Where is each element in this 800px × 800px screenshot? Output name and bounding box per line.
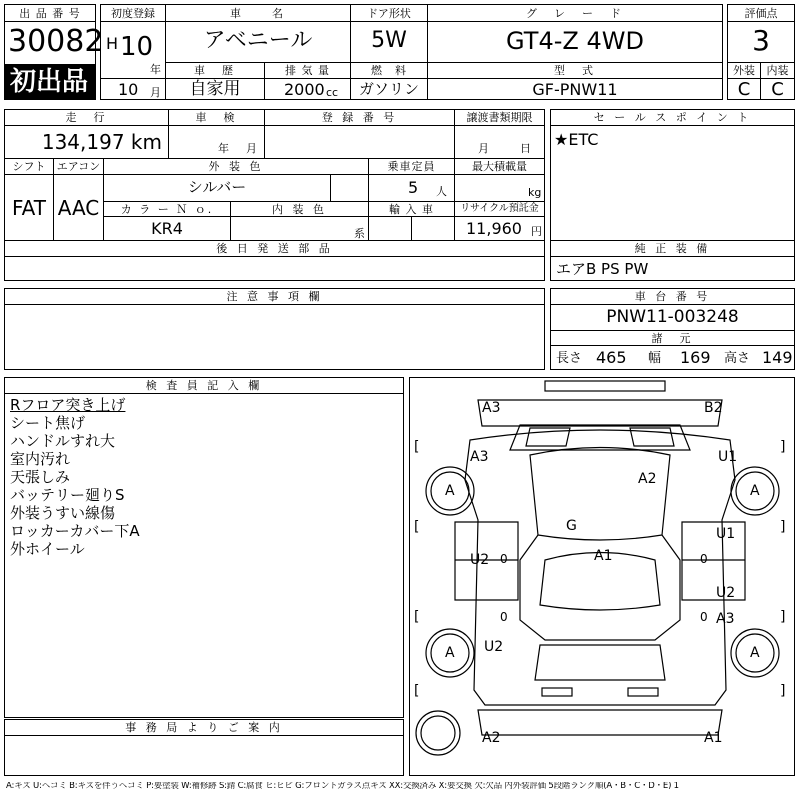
first-reg-label: 初度登録 <box>100 4 166 22</box>
mark-wheel: A <box>445 483 455 499</box>
inspector-note: バッテリー廻りS <box>10 486 125 504</box>
year-unit: 年 <box>150 63 161 76</box>
inspector-note: ハンドルすれ大 <box>10 432 116 450</box>
model-label: 型 式 <box>427 62 723 79</box>
reg-no-label: 登 録 番 号 <box>264 109 455 126</box>
reg-month: 10 <box>118 80 139 99</box>
grade-label: グ レ ー ド <box>427 4 723 22</box>
displacement-label: 排 気 量 <box>264 62 351 79</box>
inspector-note: シート焦げ <box>10 414 86 432</box>
equipment-label: 純 正 装 備 <box>550 240 795 257</box>
color-label: 外 装 色 <box>103 158 369 175</box>
caution-label: 注 意 事 項 欄 <box>4 288 545 305</box>
car-name-label: 車 名 <box>165 4 351 22</box>
score: 3 <box>752 24 770 57</box>
door-type: 5W <box>371 28 407 53</box>
color-no: KR4 <box>151 219 183 238</box>
exterior-label: 外装 <box>727 62 761 79</box>
lot-number-label: 出 品 番 号 <box>4 4 96 22</box>
later-parts-label: 後 日 発 送 部 品 <box>4 240 545 257</box>
office-label: 事 務 局 よ り ご 案 内 <box>4 719 404 736</box>
mark-roof: A2 <box>638 471 657 487</box>
lot-number: 30082 <box>8 24 104 59</box>
color-no-label: カ ラ ー Ｎ ｏ. <box>103 201 231 217</box>
recycle-label: リサイクル預託金 <box>454 201 545 217</box>
shift-label: シフト <box>4 158 54 175</box>
import-label: 輸 入 車 <box>368 201 455 217</box>
fuel: ガソリン <box>358 80 419 98</box>
mark-left-rear-top: A3 <box>470 449 489 465</box>
width: 169 <box>680 348 711 367</box>
era: H <box>106 34 119 53</box>
dims-label: 諸 元 <box>550 330 795 346</box>
inspector-note: 天張しみ <box>10 468 71 486</box>
inspector-note: 外ホイール <box>10 540 85 558</box>
first-listing-text: 初出品 <box>10 67 89 97</box>
recycle-fee: 11,960 <box>466 219 522 238</box>
inspection-label: 車 検 <box>168 109 265 126</box>
legend: A:キズ U:ヘコミ B:キズを伴うヘコミ P:要塗装 W:補修跡 S:錆 C:腐食 ヒ:ヒビ G:フロントガラス点キズ XX:交換済み X:要交換 欠:欠品 内外装評価 5段階ランク順(A・B・C・D・E) 1 <box>6 782 679 791</box>
month-unit: 月 <box>150 86 161 99</box>
door-label: ドア形状 <box>350 4 428 22</box>
mark-rear-left: A3 <box>482 400 501 416</box>
mark-front-left: A2 <box>482 730 501 746</box>
load-label: 最大積載量 <box>454 158 545 175</box>
interior-grade: C <box>771 79 784 100</box>
inspector-note: ロッカーカバー下A <box>10 522 140 540</box>
capacity: 5 <box>408 178 419 197</box>
ac: AAC <box>57 196 100 220</box>
mark-left-door: U2 <box>470 552 490 568</box>
displacement: 2000 <box>284 80 325 99</box>
mark-right-rear-door: U1 <box>718 449 738 465</box>
height: 149 <box>762 348 793 367</box>
ac-label: エアコン <box>53 158 104 175</box>
grade: GT4-Z 4WD <box>506 27 644 55</box>
int-color-label: 内 装 色 <box>230 201 369 217</box>
interior-label: 内装 <box>760 62 795 79</box>
mark-rear-right: B2 <box>704 400 723 416</box>
model: GF-PNW11 <box>532 80 618 99</box>
inspector-note: Rフロア突き上げ <box>10 396 126 414</box>
inspector-note: 外装うすい線傷 <box>10 504 116 522</box>
history: 自家用 <box>189 79 241 99</box>
equipment: エアB PS PW <box>556 260 649 278</box>
displacement-unit: cc <box>326 86 339 99</box>
shift: FAT <box>11 196 46 220</box>
mileage-label: 走 行 <box>4 109 169 126</box>
car-name: アベニール <box>203 28 313 53</box>
body-color: シルバー <box>187 178 247 196</box>
mark-left-front: U2 <box>484 639 504 655</box>
length: 465 <box>596 348 627 367</box>
reg-year: 10 <box>120 32 154 62</box>
mark-wheel: A <box>750 645 760 661</box>
inspector-label: 検 査 員 記 入 欄 <box>4 377 404 394</box>
mark-wheel: A <box>750 483 760 499</box>
mark-wheel: A <box>445 645 455 661</box>
mark-glass: G <box>566 518 577 534</box>
mark-right-front-door: U1 <box>716 526 736 542</box>
mark-right-lower: U2 <box>716 585 736 601</box>
exterior-grade: C <box>737 79 751 100</box>
capacity-unit: 人 <box>436 185 447 198</box>
transfer-label: 譲渡書類期限 <box>454 109 545 126</box>
fuel-label: 燃 料 <box>350 62 428 79</box>
inspector-note: 室内汚れ <box>10 450 71 468</box>
load-unit: kg <box>528 186 542 199</box>
sales-point: ★ETC <box>554 130 599 149</box>
mark-center: A1 <box>594 548 613 564</box>
mileage: 134,197 km <box>41 130 162 154</box>
mark-right-fender: A3 <box>716 611 735 627</box>
history-label: 車 歴 <box>165 62 265 79</box>
capacity-label: 乗車定員 <box>368 158 455 175</box>
sales-point-label: セ ー ル ス ポ イ ン ト <box>550 109 795 126</box>
score-label: 評価点 <box>727 4 795 22</box>
chassis-label: 車 台 番 号 <box>550 288 795 305</box>
mark-front-right: A1 <box>704 730 723 746</box>
chassis-no: PNW11-003248 <box>606 307 739 327</box>
